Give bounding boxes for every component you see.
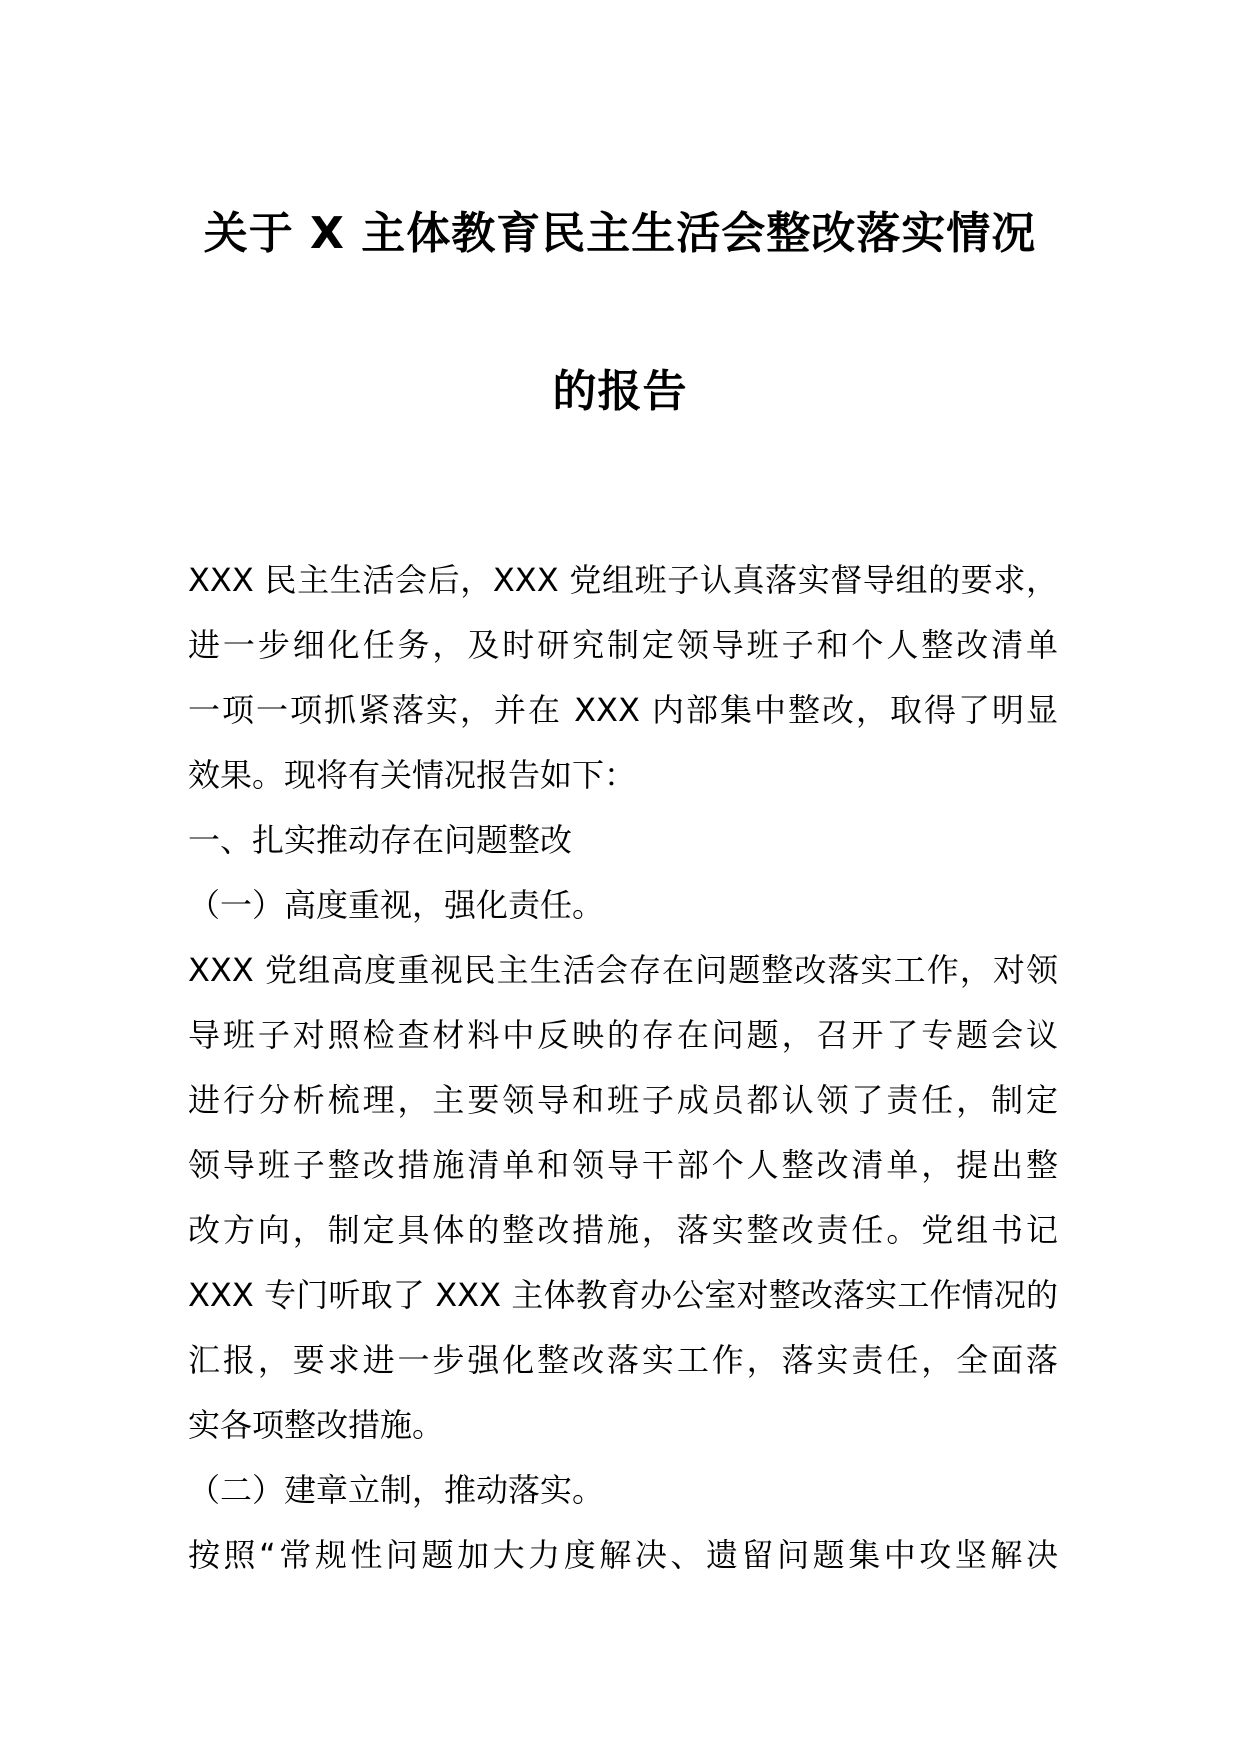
body-line: 效果。现将有关情况报告如下： <box>188 756 637 794</box>
body-line: 一项一项抓紧落实，并在 XXX 内部集中整改，取得了明显 <box>188 691 1058 729</box>
body-line: 领导班子整改措施清单和领导干部个人整改清单，提出整 <box>188 1146 1058 1184</box>
body-line: 实各项整改措施。 <box>188 1406 445 1444</box>
body-line: 进一步细化任务，及时研究制定领导班子和个人整改清单 <box>188 626 1058 664</box>
document-title-line-1: 关于 X 主体教育民主生活会整改落实情况 <box>203 208 1037 259</box>
body-line: 汇报，要求进一步强化整改落实工作，落实责任，全面落 <box>188 1341 1058 1379</box>
section-heading: 一、扎实推动存在问题整改 <box>188 821 573 859</box>
body-line: 按照“常规性问题加大力度解决、遗留问题集中攻坚解决 <box>188 1536 1058 1574</box>
body-line: XXX 民主生活会后，XXX 党组班子认真落实督导组的要求， <box>188 561 1058 599</box>
body-line: XXX 党组高度重视民主生活会存在问题整改落实工作，对领 <box>188 951 1058 989</box>
subsection-heading: （二）建章立制，推动落实。 <box>188 1471 605 1509</box>
document-body <box>188 548 1058 1588</box>
body-line: XXX 专门听取了 XXX 主体教育办公室对整改落实工作情况的 <box>188 1276 1058 1314</box>
subsection-heading: （一）高度重视，强化责任。 <box>188 886 605 924</box>
document-title-line-2: 的报告 <box>552 366 688 417</box>
body-line: 进行分析梳理，主要领导和班子成员都认领了责任，制定 <box>188 1081 1058 1119</box>
body-line: 改方向，制定具体的整改措施，落实整改责任。党组书记 <box>188 1211 1058 1249</box>
body-line: 导班子对照检查材料中反映的存在问题，召开了专题会议 <box>188 1016 1058 1054</box>
